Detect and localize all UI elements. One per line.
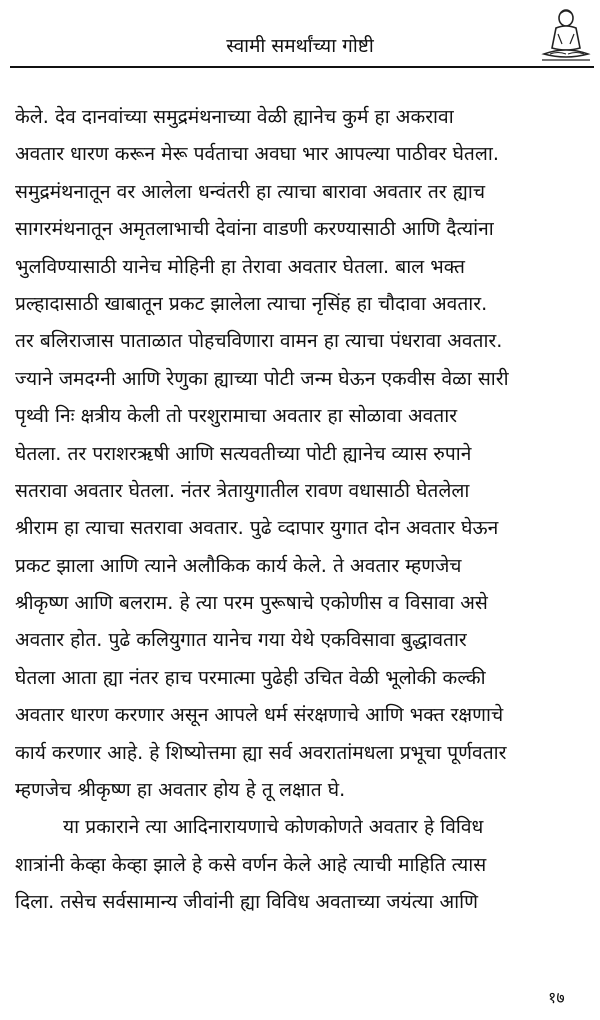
page-header	[0, 0, 600, 70]
text-line: ज्याने जमदग्नी आणि रेणुका ह्याच्या पोटी जन्म घेऊन एकवीस वेळा सारी	[15, 366, 509, 390]
text-line: श्रीराम हा त्याचा सतरावा अवतार. पुढे व्दापार युगात दोन अवतार घेऊन	[15, 516, 499, 540]
text-line: भुलविण्यासाठी यानेच मोहिनी हा तेरावा अवतार घेतला. बाल भक्त	[15, 254, 465, 278]
page-number: १७	[548, 988, 565, 1007]
running-title: स्वामी समर्थांच्या गोष्टी	[226, 35, 374, 57]
text-line: अवतार धारण करून मेरू पर्वताचा अवघा भार आपल्या पाठीवर घेतला.	[15, 142, 499, 166]
text-line: तर बलिराजास पाताळात पोहचविणारा वामन हा त्याचा पंधरावा अवतार.	[15, 329, 503, 353]
text-line: केले. देव दानवांच्या समुद्रमंथनाच्या वेळी ह्यानेच कुर्म हा अकरावा	[15, 105, 454, 128]
meditating-figure-icon	[538, 4, 594, 64]
text-line: प्रकट झाला आणि त्याने अलौकिक कार्य केले. ते अवतार म्हणजेच	[15, 553, 462, 577]
text-line: सागरमंथनातून अमृतलाभाची देवांना वाडणी करण्यासाठी आणि दैत्यांना	[15, 217, 494, 241]
text-line: दिला. तसेच सर्वसामान्य जीवांनी ह्या विविध अवताच्या जयंत्या आणि	[15, 890, 478, 914]
text-line: अवतार धारण करणार असून आपले धर्म संरक्षणाचे आणि भक्त रक्षणाचे	[15, 703, 504, 727]
text-line: कार्य करणार आहे. हे शिष्योत्तमा ह्या सर्व अवरातांमधला प्रभूचा पूर्णवतार	[15, 740, 507, 764]
text-line: श्रीकृष्ण आणि बलराम. हे त्या परम पुरूषाचे एकोणीस व विसावा असे	[15, 591, 488, 615]
body-text	[15, 98, 590, 921]
text-line: प्रल्हादासाठी खाबातून प्रकट झालेला त्याचा नृसिंह हा चौदावा अवतार.	[15, 291, 488, 315]
header-rule	[10, 66, 594, 68]
text-line: म्हणजेच श्रीकृष्ण हा अवतार होय हे तू लक्षात घे.	[15, 778, 346, 802]
text-line: सतरावा अवतार घेतला. नंतर त्रेतायुगातील रावण वधासाठी घेतलेला	[15, 478, 470, 502]
text-line: घेतला आता ह्या नंतर हाच परमात्मा पुढेही उचित वेळी भूलोकी कल्की	[15, 665, 486, 689]
text-line: पृथ्वी निः क्षत्रीय केली तो परशुरामाचा अवतार हा सोळावा अवतार	[15, 404, 458, 428]
text-line: अवतार होत. पुढे कलियुगात यानेच गया येथे एकविसावा बुद्धावतार	[15, 628, 467, 652]
text-line: घेतला. तर पराशरऋषी आणि सत्यवतीच्या पोटी ह्यानेच व्यास रुपाने	[15, 441, 472, 465]
paragraph-start-line: या प्रकाराने त्या आदिनारायणाचे कोणकोणते अवतार हे विविध	[63, 815, 484, 839]
text-line: समुद्रमंथनातून वर आलेला धन्वंतरी हा त्याचा बारावा अवतार तर ह्याच	[15, 179, 486, 203]
text-line: शात्रांनी केव्हा केव्हा झाले हे कसे वर्णन केले आहे त्याची माहिति त्यास	[15, 852, 487, 876]
